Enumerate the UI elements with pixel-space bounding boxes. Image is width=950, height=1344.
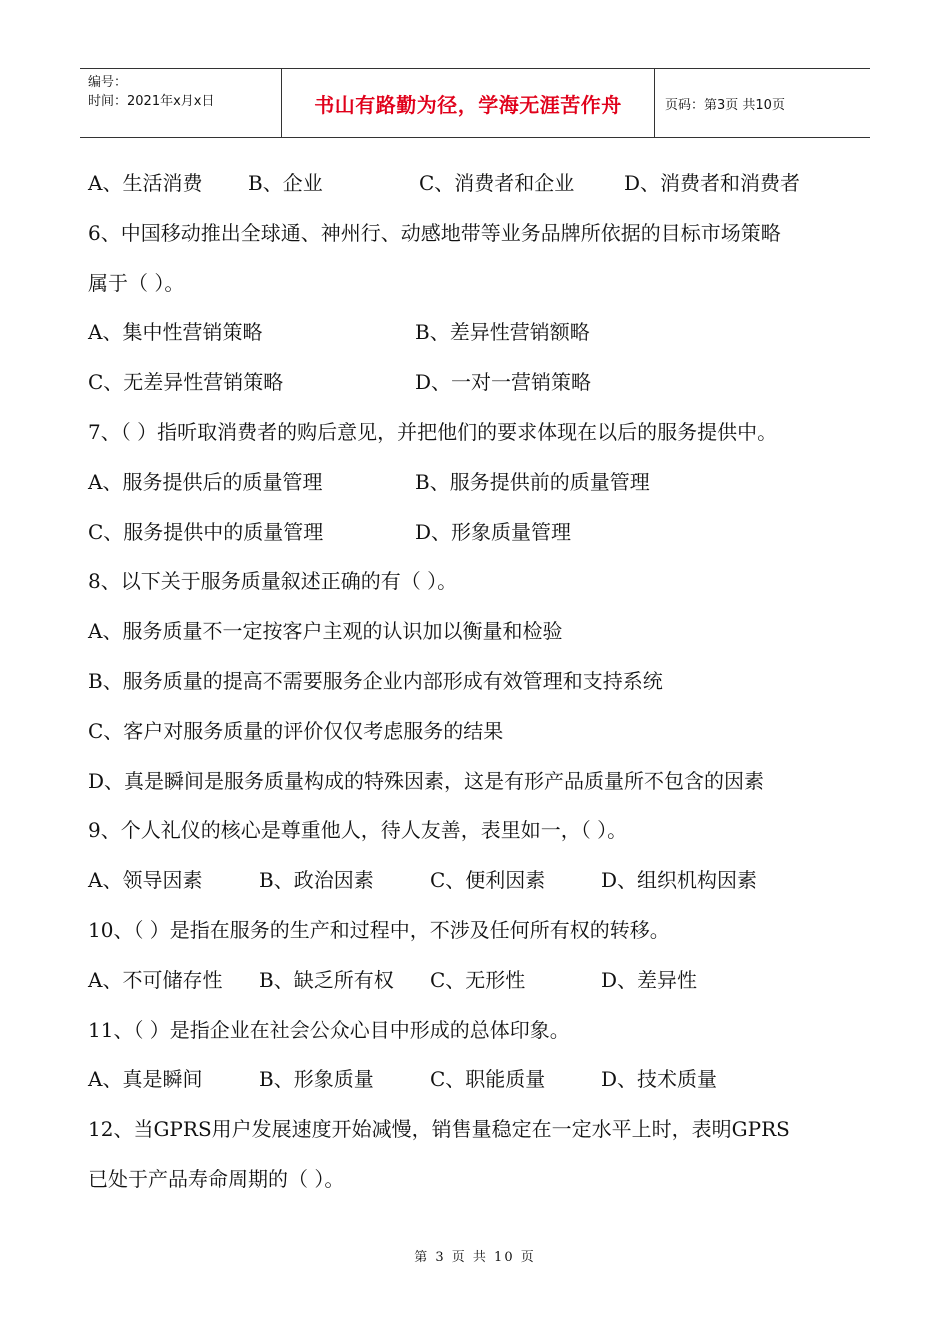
option-a: A、真是瞬间 (88, 1067, 203, 1092)
question-9: 9、个人礼仪的核心是尊重他人，待人友善，表里如一，（ ）。 (88, 818, 628, 843)
document-date: 时间：2021年x月x日 (88, 94, 215, 109)
header-motto: 书山有路勤为径，学海无涯苦作舟 (282, 69, 655, 137)
option-c: C、服务提供中的质量管理 (88, 519, 324, 544)
q8-option-c: C、客户对服务质量的评价仅仅考虑服务的结果 (88, 718, 504, 743)
option-a: A、领导因素 (88, 868, 203, 893)
document-number-label: 编号： (88, 75, 128, 90)
option-b: B、服务提供前的质量管理 (415, 469, 650, 494)
option-d: D、技术质量 (601, 1067, 718, 1092)
question-12: 12、当GPRS用户发展速度开始减慢，销售量稳定在一定水平上时，表明GPRS (88, 1117, 790, 1142)
q11-options (88, 1055, 878, 1105)
option-a: A、集中性营销策略 (88, 320, 263, 345)
question-7: 7、（ ）指听取消费者的购后意见，并把他们的要求体现在以后的服务提供中。 (88, 419, 778, 444)
q8-option-a: A、服务质量不一定按客户主观的认识加以衡量和检验 (88, 619, 563, 644)
option-c: C、消费者和企业 (419, 171, 575, 195)
option-a: A、服务提供后的质量管理 (88, 469, 323, 494)
q9-options (88, 856, 878, 906)
option-c: C、职能质量 (430, 1067, 546, 1092)
q8-option-b: B、服务质量的提高不需要服务企业内部形成有效管理和支持系统 (88, 668, 663, 693)
question-6: 6、中国移动推出全球通、神州行、动感地带等业务品牌所依据的目标市场策略 (88, 220, 781, 245)
option-b: B、缺乏所有权 (259, 967, 394, 992)
option-b: B、政治因素 (259, 868, 374, 893)
q7-options-row2 (88, 508, 878, 558)
q7-options-row1 (88, 458, 878, 508)
page-footer: 第 3 页 共 10 页 (414, 1250, 536, 1265)
option-d: D、形象质量管理 (415, 519, 572, 544)
question-12-continued: 已处于产品寿命周期的（ ）。 (88, 1166, 345, 1191)
option-d: D、差异性 (601, 967, 698, 992)
option-d: D、一对一营销策略 (415, 370, 592, 395)
option-c: C、便利因素 (430, 868, 546, 893)
q10-options (88, 956, 878, 1006)
q8-option-d: D、真是瞬间是服务质量构成的特殊因素，这是有形产品质量所不包含的因素 (88, 768, 765, 793)
option-b: B、差异性营销额略 (415, 320, 590, 345)
q5-options (88, 159, 878, 209)
option-b: B、企业 (248, 171, 323, 195)
option-b: B、形象质量 (259, 1067, 374, 1092)
q6-options-row2 (88, 358, 878, 408)
option-a: A、生活消费 (88, 171, 203, 195)
question-8: 8、以下关于服务质量叙述正确的有（ ）。 (88, 569, 458, 594)
question-6-continued: 属于（ ）。 (88, 270, 185, 295)
header-page-info: 页码：第3页 共10页 (665, 97, 785, 113)
option-d: D、组织机构因素 (601, 868, 758, 893)
q6-options-row1 (88, 308, 878, 358)
option-a: A、不可储存性 (88, 967, 223, 992)
header-meta (80, 69, 282, 137)
option-c: C、无差异性营销策略 (88, 370, 284, 395)
page-header (80, 68, 870, 138)
option-d: D、消费者和消费者 (624, 171, 801, 195)
question-11: 11、（ ）是指企业在社会公众心目中形成的总体印象。 (88, 1017, 570, 1042)
question-content (88, 159, 878, 1205)
question-10: 10、（ ）是指在服务的生产和过程中，不涉及任何所有权的转移。 (88, 917, 670, 942)
option-c: C、无形性 (430, 967, 526, 992)
